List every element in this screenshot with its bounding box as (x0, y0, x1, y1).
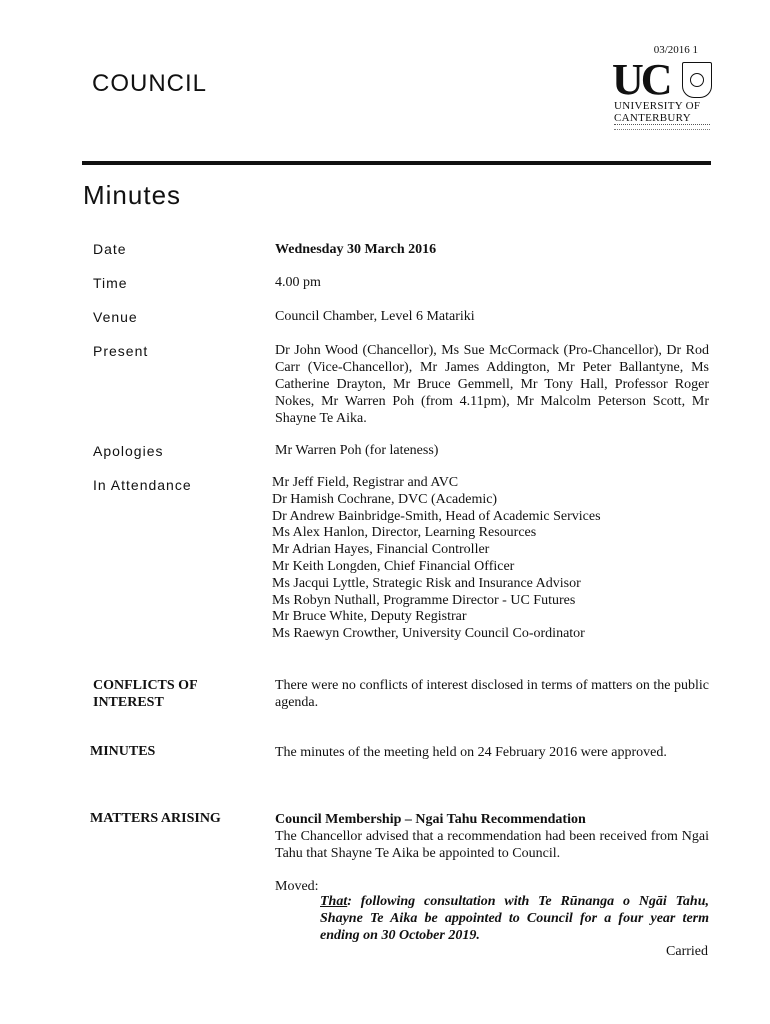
logo-line-2: CANTERBURY (614, 112, 691, 124)
motion-body: : following consultation with Te Rūnanga o Ngāi Tahu, Shayne Te Aika be appointed to Council for a four year term ending on 30 October 2019. (320, 894, 709, 943)
carried-label: Carried (666, 944, 708, 959)
attendee: Ms Raewyn Crowther, University Council Co-ordinator (272, 626, 585, 642)
attendee: Ms Robyn Nuthall, Programme Director - UC Futures (272, 592, 576, 608)
section-title: Minutes (83, 180, 182, 210)
motion-text (320, 893, 709, 944)
attendance-list (272, 475, 706, 643)
venue-label: Venue (93, 309, 138, 325)
university-logo (612, 55, 712, 136)
page-reference: 03/2016 1 (653, 44, 698, 56)
logo-mark: UC (612, 55, 670, 104)
time-label: Time (93, 275, 128, 291)
crest-icon (682, 62, 712, 98)
motion-lead: That (320, 894, 348, 909)
logo-subtext-line (614, 129, 710, 133)
document-title: COUNCIL (92, 70, 208, 97)
minutes-label: MINUTES (90, 744, 156, 759)
attendance-label: In Attendance (93, 477, 192, 493)
conflicts-label-line: INTEREST (93, 695, 164, 710)
apologies-value: Mr Warren Poh (for lateness) (275, 443, 439, 458)
moved-label: Moved: (275, 879, 319, 894)
attendee: Ms Jacqui Lyttle, Strategic Risk and Insurance Advisor (272, 575, 581, 591)
matters-arising-heading: Council Membership – Ngai Tahu Recommendation (275, 812, 586, 827)
header-divider (82, 161, 711, 165)
venue-value: Council Chamber, Level 6 Matariki (275, 309, 475, 324)
apologies-label: Apologies (93, 443, 164, 459)
attendee: Mr Adrian Hayes, Financial Controller (272, 542, 490, 558)
attendee: Mr Keith Longden, Chief Financial Officer (272, 558, 515, 574)
time-value: 4.00 pm (275, 275, 321, 290)
attendee: Dr Andrew Bainbridge-Smith, Head of Academic Services (272, 508, 601, 524)
attendee: Ms Alex Hanlon, Director, Learning Resources (272, 525, 537, 541)
conflicts-text: There were no conflicts of interest disclosed in terms of matters on the public agenda. (275, 678, 709, 710)
conflicts-label-line: CONFLICTS OF (93, 678, 198, 693)
conflicts-label (93, 677, 198, 711)
date-value: Wednesday 30 March 2016 (275, 242, 437, 257)
attendee: Mr Bruce White, Deputy Registrar (272, 609, 467, 625)
present-value: Dr John Wood (Chancellor), Ms Sue McCormack (Pro-Chancellor), Dr Rod Carr (Vice-Chancellor), Mr James Addington, Mr Peter Ballantyne, Ms Catherine Drayton, Mr Bruce Gemmell, Mr Tony Hall, Professor Roger Nokes, Mr Warren Poh (from 4.11pm), Mr Malcolm Peterson Scott, Mr Shayne Te Aika. (275, 343, 709, 426)
minutes-text: The minutes of the meeting held on 24 February 2016 were approved. (275, 745, 667, 760)
matters-arising-label: MATTERS ARISING (90, 811, 221, 826)
attendee: Mr Jeff Field, Registrar and AVC (272, 475, 459, 490)
date-label: Date (93, 241, 127, 257)
matters-arising-text: The Chancellor advised that a recommendation had been received from Ngai Tahu that Shayne Te Aika be appointed to Council. (275, 829, 709, 861)
logo-subtext-line (614, 124, 710, 128)
attendee: Dr Hamish Cochrane, DVC (Academic) (272, 491, 498, 507)
logo-line-1: UNIVERSITY OF (614, 100, 701, 112)
present-label: Present (93, 343, 149, 359)
